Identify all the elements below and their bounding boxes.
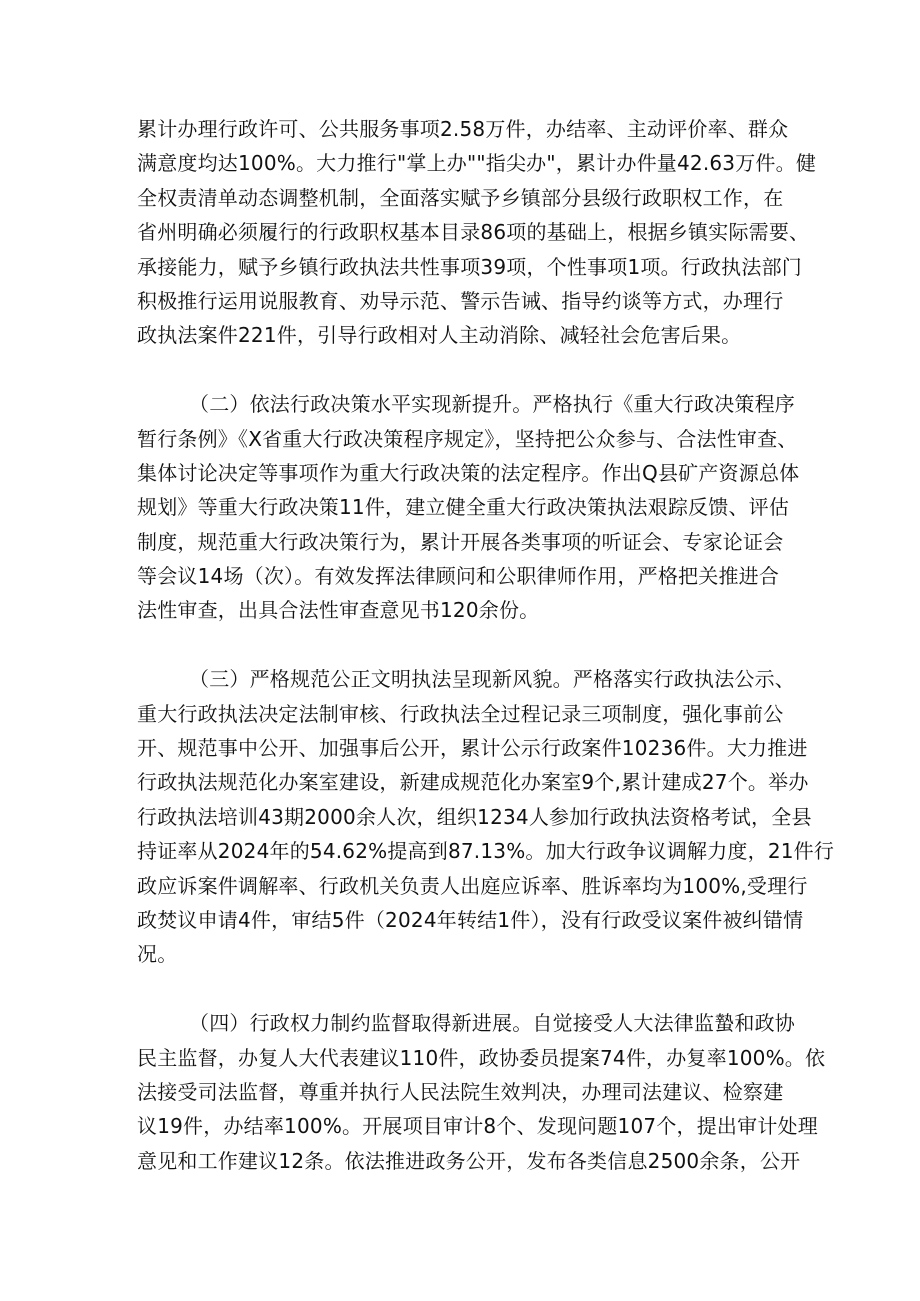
paragraph-4 [137, 1006, 826, 1178]
text-line: 况。 [137, 942, 178, 967]
paragraph-spacer [137, 353, 797, 387]
text-line: 累计办理行政许可、公共服务事项2.58万件，办结率、主动评价率、群众 [137, 117, 789, 141]
text-line: 重大行政执法决定法制审核、行政执法全过程记录三项制度，强化事前公 [137, 701, 784, 726]
text-line: （四）行政权力制约监督取得新进展。自觉接受人大法律监蟄和政协 [189, 1011, 795, 1036]
paragraph-1 [137, 112, 817, 353]
text-line: 全权责清单动态调整机制，全面落实赋予乡镇部分县级行政职权工作，在 [137, 185, 784, 210]
text-line: 制度，规范重大行政决策行为，累计开展各类事项的听证会、专家论证会 [137, 529, 784, 554]
text-line: 行政执法培训43期2000余人次，组织1234人参加行政执法资格考试，全县 [137, 804, 812, 829]
paragraph-2 [137, 387, 800, 628]
text-line: 规划》等重大行政决策11件，建立健全重大行政决策执法艰踪反馈、评估 [137, 495, 790, 520]
paragraph-3 [137, 662, 835, 972]
text-line: （三）严格规范公正文明执法呈现新风貌。严格落实行政执法公示、 [189, 667, 795, 692]
text-line: 满意度均达100%。大力推行"掌上办""指尖办"，累计办件量42.63万件。健 [137, 151, 817, 176]
text-line: 等会议14场（次）。有效发挥法律顾问和公职律师作用，严格把关推进合 [137, 564, 780, 589]
text-line: 政执法案件221件，引导行政相对人主动消除、减轻社会危害后果。 [137, 323, 742, 348]
text-line: 议19件，办结率100%。开展项目审计8个、发现问题107个，提出审计处理 [137, 1114, 818, 1139]
text-line: 省州明确必须履行的行政职权基本目录86项的基础上，根据乡镇实际需要、 [137, 220, 810, 245]
text-line: 集体讨论决定等事项作为重大行政决策的法定程序。作出Q县矿产资源总体 [137, 460, 800, 485]
document-body [137, 112, 835, 1178]
text-line: 暂行条例》《X省重大行政决策程序规定》，坚持把公众参与、合法性审查、 [137, 426, 798, 451]
paragraph-spacer [137, 628, 797, 662]
text-line: 承接能力，赋予乡镇行政执法共性事项39项，个性事项1项。行政执法部门 [137, 254, 802, 279]
text-line: （二）依法行政决策水平实现新提升。严格执行《重大行政决策程序 [189, 392, 795, 417]
text-line: 行政执法规范化办案室建设，新建成规范化办案室9个,累计建成27个。举办 [137, 770, 809, 795]
text-line: 开、规范事中公开、加强事后公开，累计公示行政案件10236件。大力推进 [137, 736, 808, 761]
text-line: 法接受司法监督，尊重并执行人民法院生效判决，办理司法建议、检察建 [137, 1079, 784, 1104]
text-line: 政焚议申请4件，审结5件（2024年转结1件），没有行政受议案件被纠错情 [137, 907, 804, 932]
text-line: 政应诉案件调解率、行政机关负责人出庭应诉率、胜诉率均为100%,受理行 [137, 873, 808, 898]
text-line: 法性审查，出具合法性审查意见书120余份。 [137, 598, 540, 623]
text-line: 积极推行运用说服教育、劝导示范、警示告诫、指导约谈等方式，办理行 [137, 288, 784, 313]
text-line: 持证率从2024年的54.62%提高到87.13%。加大行政争议调解力度，21件行 [137, 839, 835, 864]
text-line: 民主监督，办复人大代表建议110件，政协委员提案74件，办复率100%。依 [137, 1045, 826, 1070]
text-line: 意见和工作建议12条。依法推进政务公开，发布各类信息2500余条，公开 [137, 1148, 801, 1173]
paragraph-spacer [137, 972, 797, 1006]
